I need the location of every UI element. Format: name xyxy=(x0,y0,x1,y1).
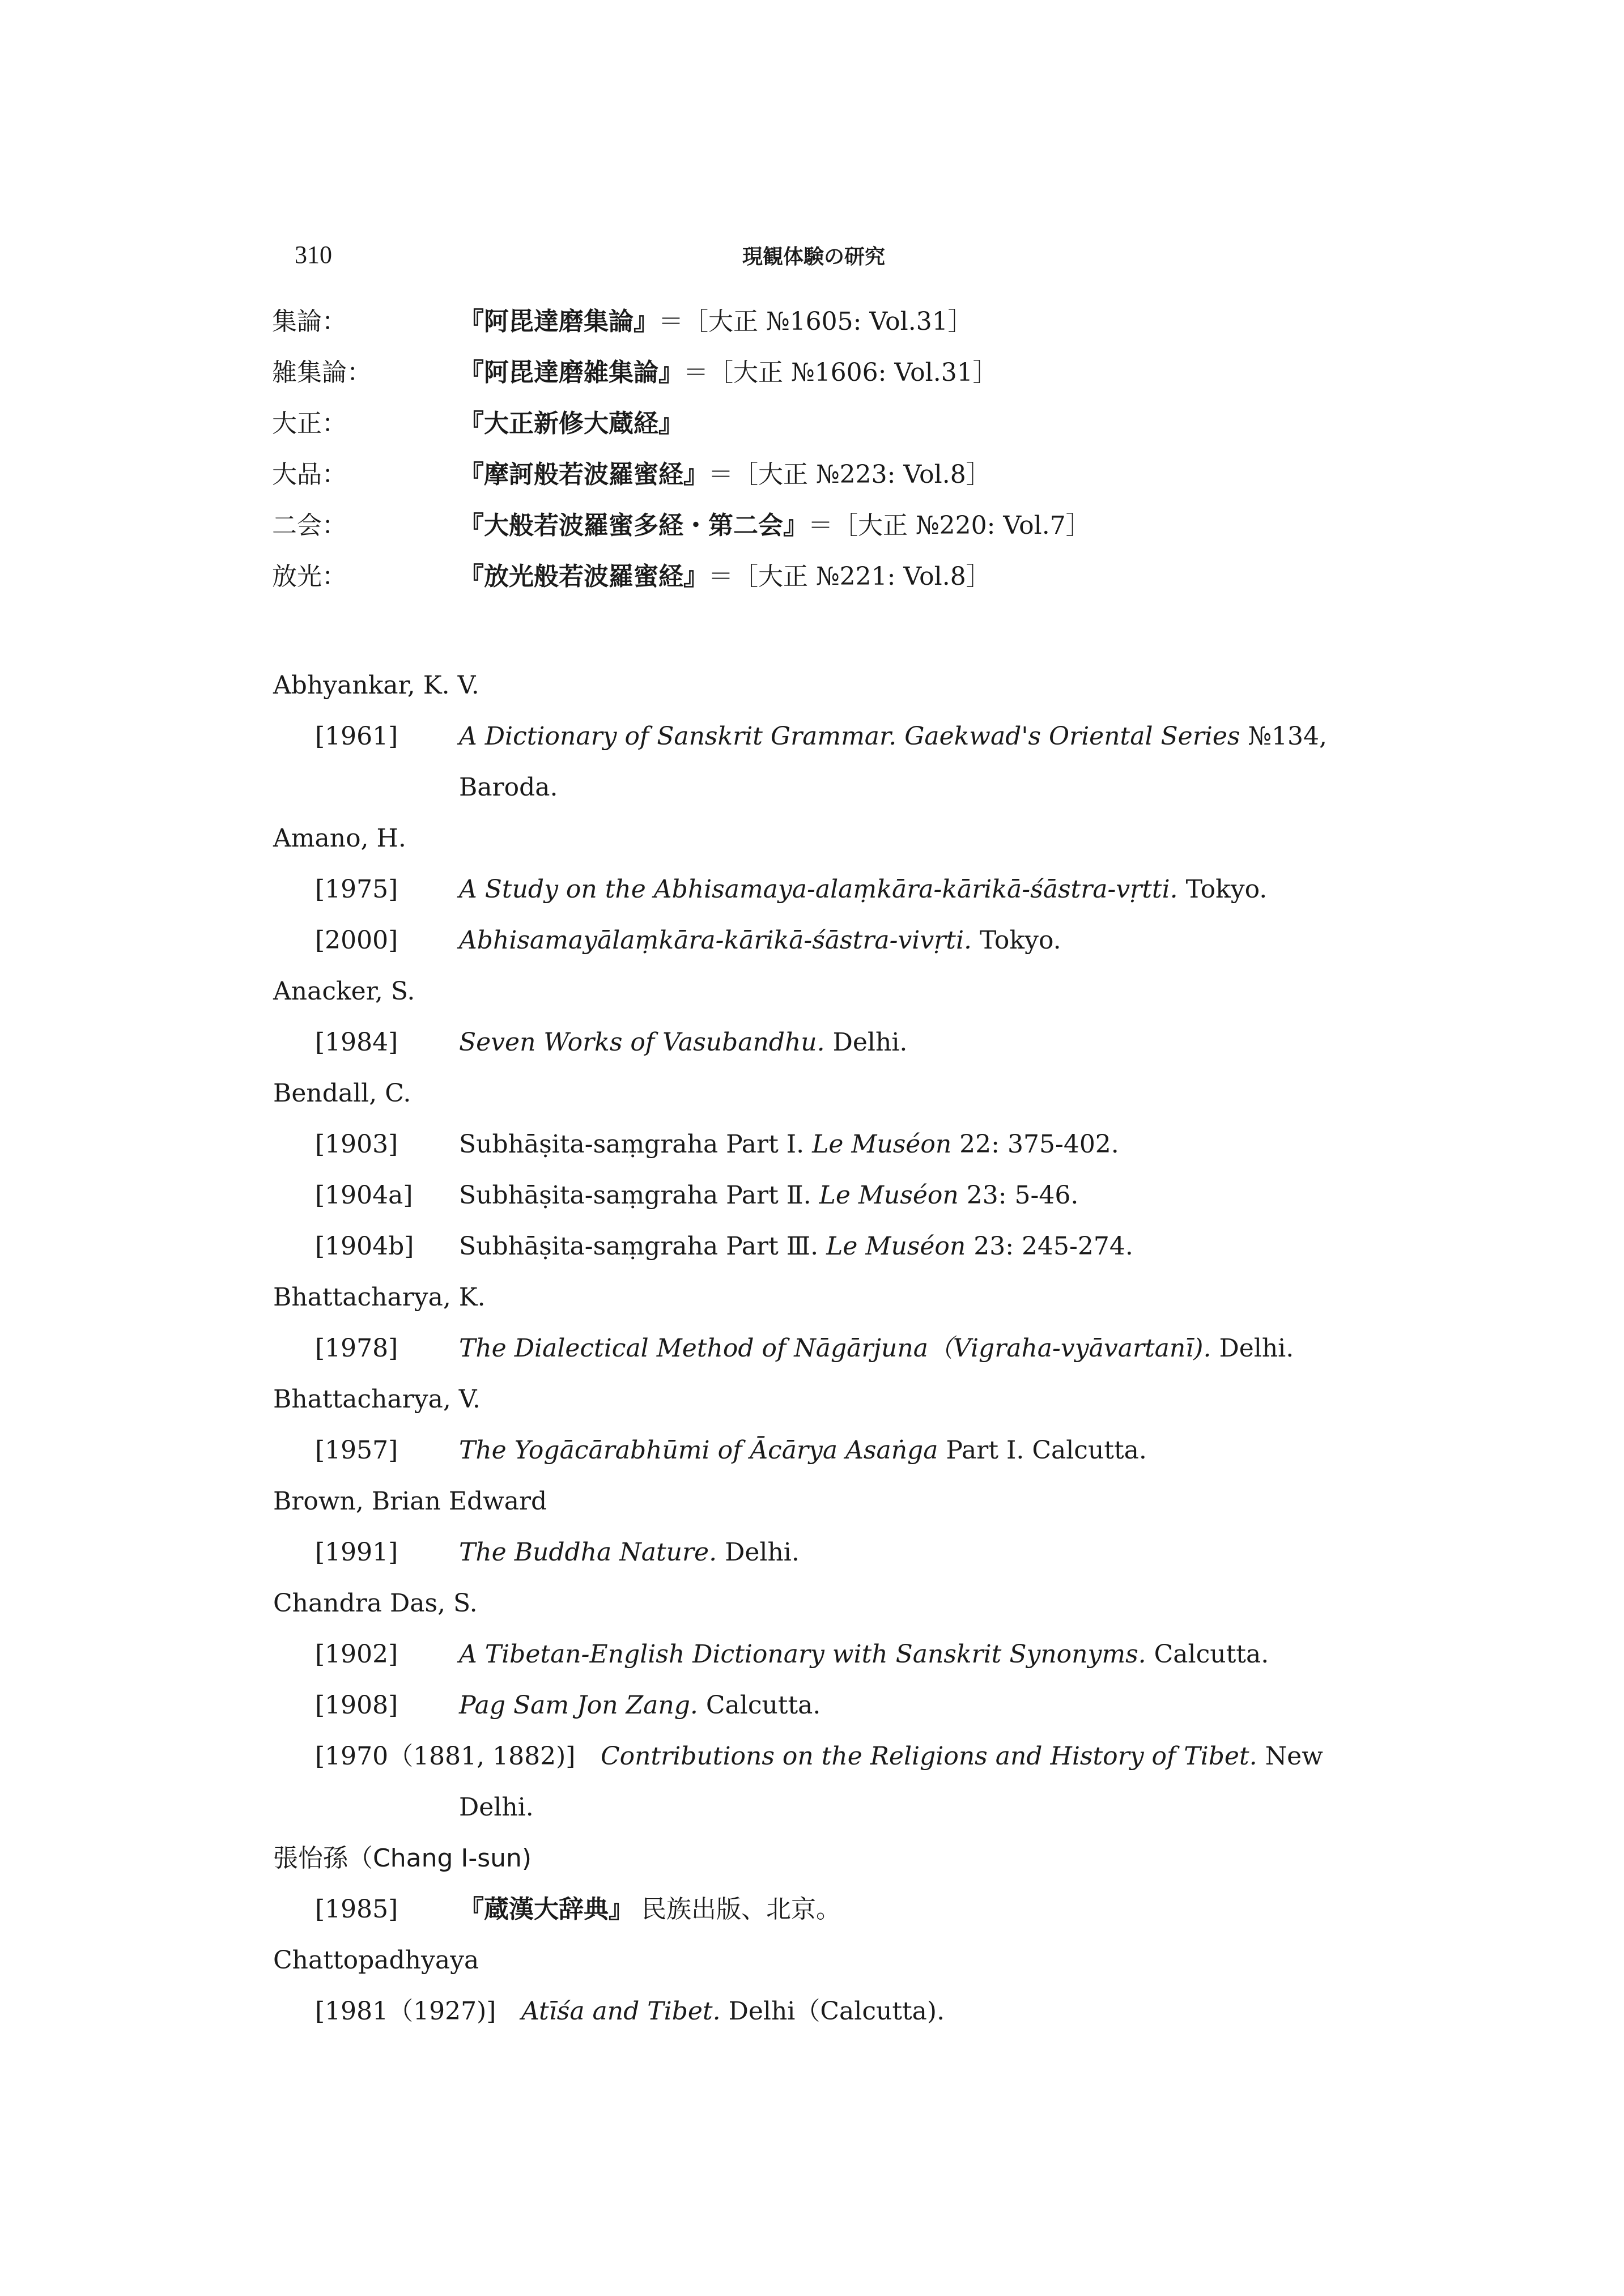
abbreviation-ref: ＝［大正 №220: Vol.7］ xyxy=(808,511,1091,540)
bib-entry xyxy=(459,1230,1133,1264)
abbreviation-ref: ＝［大正 №223: Vol.8］ xyxy=(708,460,991,489)
bib-prefix: Subhāṣita-saṃgraha Part Ⅰ. xyxy=(459,1130,813,1159)
bib-year: [2000] xyxy=(315,926,398,955)
abbreviation-ref: ＝［大正 №1606: Vol.31］ xyxy=(683,358,998,387)
bib-prefix: Subhāṣita-saṃgraha Part Ⅲ. xyxy=(459,1232,827,1261)
bib-entry xyxy=(459,873,1267,907)
bib-entry xyxy=(601,1740,1323,1774)
abbreviation-key: 放光： xyxy=(272,562,347,591)
abbreviation-key: 大品： xyxy=(272,460,347,489)
bib-detail: 23: 245-274. xyxy=(966,1232,1133,1261)
bib-detail: Tokyo. xyxy=(972,926,1061,955)
bib-year: [1904b] xyxy=(315,1232,414,1261)
bib-detail: 23: 5-46. xyxy=(958,1181,1079,1210)
bib-title: Le Muséon xyxy=(819,1181,959,1210)
bib-entry xyxy=(459,1128,1119,1162)
abbreviation-title: 『大正新修大蔵経』 xyxy=(459,409,683,438)
bib-author: Abhyankar, K. V. xyxy=(273,671,479,700)
abbreviation-value xyxy=(459,305,973,339)
bib-title: Abhisamayālaṃkāra-kārikā-śāstra-vivṛti. xyxy=(459,926,972,955)
bib-entry xyxy=(459,1536,800,1570)
bib-entry xyxy=(459,1332,1294,1366)
page-number: 310 xyxy=(295,241,332,269)
bib-continuation: Baroda. xyxy=(459,773,558,802)
bib-title: A Study on the Abhisamaya-alaṃkāra-kārikā-śāstra-vṛtti. xyxy=(459,875,1178,904)
bib-detail: Calcutta. xyxy=(1146,1640,1269,1669)
bib-author: Amano, H. xyxy=(273,824,406,853)
bib-title: The Dialectical Method of Nāgārjuna（Vigraha-vyāvartanī). xyxy=(459,1334,1211,1363)
bib-detail: 民族出版、北京。 xyxy=(634,1895,841,1924)
bib-detail: №134, xyxy=(1240,722,1328,751)
bib-year: [1975] xyxy=(315,875,398,904)
bib-title: The Buddha Nature. xyxy=(459,1538,717,1567)
bib-year: [1991] xyxy=(315,1538,398,1567)
bib-detail: New xyxy=(1257,1742,1323,1771)
bib-year: [1903] xyxy=(315,1130,398,1159)
bib-author: Anacker, S. xyxy=(273,977,415,1006)
bib-detail: Tokyo. xyxy=(1177,875,1268,904)
abbreviation-title: 『阿毘達磨集論』 xyxy=(459,307,658,336)
bib-title: Le Muséon xyxy=(826,1232,966,1261)
bib-title: 『蔵漢大辞典』 xyxy=(459,1895,634,1924)
abbreviation-value xyxy=(459,509,1091,543)
bib-detail: Calcutta. xyxy=(698,1691,821,1720)
abbreviation-ref: ＝［大正 №1605: Vol.31］ xyxy=(658,307,973,336)
bib-entry xyxy=(459,1893,841,1927)
bib-title: Seven Works of Vasubandhu. xyxy=(459,1028,825,1057)
abbreviation-value xyxy=(459,560,991,594)
bib-year: [1902] xyxy=(315,1640,398,1669)
bib-title: A Tibetan-English Dictionary with Sanskrit Synonyms. xyxy=(459,1640,1146,1669)
bib-year: [1961] xyxy=(315,722,398,751)
running-title: 現観体験の研究 xyxy=(742,245,886,269)
abbreviation-value xyxy=(459,458,991,492)
bib-title: Atīśa and Tibet. xyxy=(521,1997,721,2026)
abbreviation-key: 大正： xyxy=(272,409,347,438)
abbreviation-title: 『放光般若波羅蜜経』 xyxy=(459,562,708,591)
bib-continuation: Delhi. xyxy=(459,1793,534,1822)
bib-entry xyxy=(459,720,1327,754)
bib-prefix: Subhāṣita-saṃgraha Part Ⅱ. xyxy=(459,1181,819,1210)
bib-year: [1978] xyxy=(315,1334,398,1363)
abbreviation-title: 『摩訶般若波羅蜜経』 xyxy=(459,460,708,489)
bib-title: A Dictionary of Sanskrit Grammar. Gaekwad's Oriental Series xyxy=(459,722,1240,751)
bib-year: [1981（1927)] xyxy=(315,1997,496,2026)
bib-entry xyxy=(459,1026,907,1060)
abbreviation-ref: ＝［大正 №221: Vol.8］ xyxy=(708,562,991,591)
bib-detail: Delhi. xyxy=(1211,1334,1294,1363)
bib-year: [1908] xyxy=(315,1691,398,1720)
bib-entry xyxy=(459,1434,1147,1468)
bib-entry xyxy=(459,924,1061,958)
bib-title: Contributions on the Religions and History of Tibet. xyxy=(601,1742,1257,1771)
bib-detail: Delhi. xyxy=(824,1028,908,1057)
bib-detail: Delhi（Calcutta). xyxy=(720,1997,945,2026)
bib-entry xyxy=(459,1638,1269,1672)
bib-title: Le Muséon xyxy=(812,1130,952,1159)
bib-year: [1970（1881, 1882)] xyxy=(315,1742,576,1771)
bib-author: Bhattacharya, V. xyxy=(273,1385,481,1414)
abbreviation-key: 集論： xyxy=(272,307,347,336)
bib-author: Chandra Das, S. xyxy=(273,1589,478,1618)
abbreviation-value xyxy=(459,356,998,390)
bib-author: Brown, Brian Edward xyxy=(273,1487,547,1516)
bib-author: Chattopadhyaya xyxy=(273,1946,479,1975)
abbreviation-title: 『大般若波羅蜜多経・第二会』 xyxy=(459,511,808,540)
bib-detail: Delhi. xyxy=(717,1538,800,1567)
abbreviation-value xyxy=(459,407,683,441)
bib-year: [1957] xyxy=(315,1436,398,1465)
bib-title: The Yogācārabhūmi of Ācārya Asaṅga xyxy=(459,1436,938,1465)
bib-author: Bendall, C. xyxy=(273,1079,411,1108)
bib-author: Bhattacharya, K. xyxy=(273,1283,486,1312)
abbreviation-key: 雑集論： xyxy=(272,358,372,387)
bib-detail: 22: 375-402. xyxy=(951,1130,1119,1159)
abbreviation-title: 『阿毘達磨雑集論』 xyxy=(459,358,683,387)
bib-entry xyxy=(459,1689,820,1723)
bib-year: [1985] xyxy=(315,1895,398,1924)
abbreviation-key: 二会： xyxy=(272,511,347,540)
bib-detail: Part Ⅰ. Calcutta. xyxy=(938,1436,1147,1465)
bib-year: [1984] xyxy=(315,1028,398,1057)
bib-entry xyxy=(521,1995,945,2029)
bib-year: [1904a] xyxy=(315,1181,413,1210)
bib-entry xyxy=(459,1179,1078,1213)
bib-author: 張怡孫（Chang I-sun) xyxy=(273,1844,532,1873)
bib-title: Pag Sam Jon Zang. xyxy=(459,1691,698,1720)
